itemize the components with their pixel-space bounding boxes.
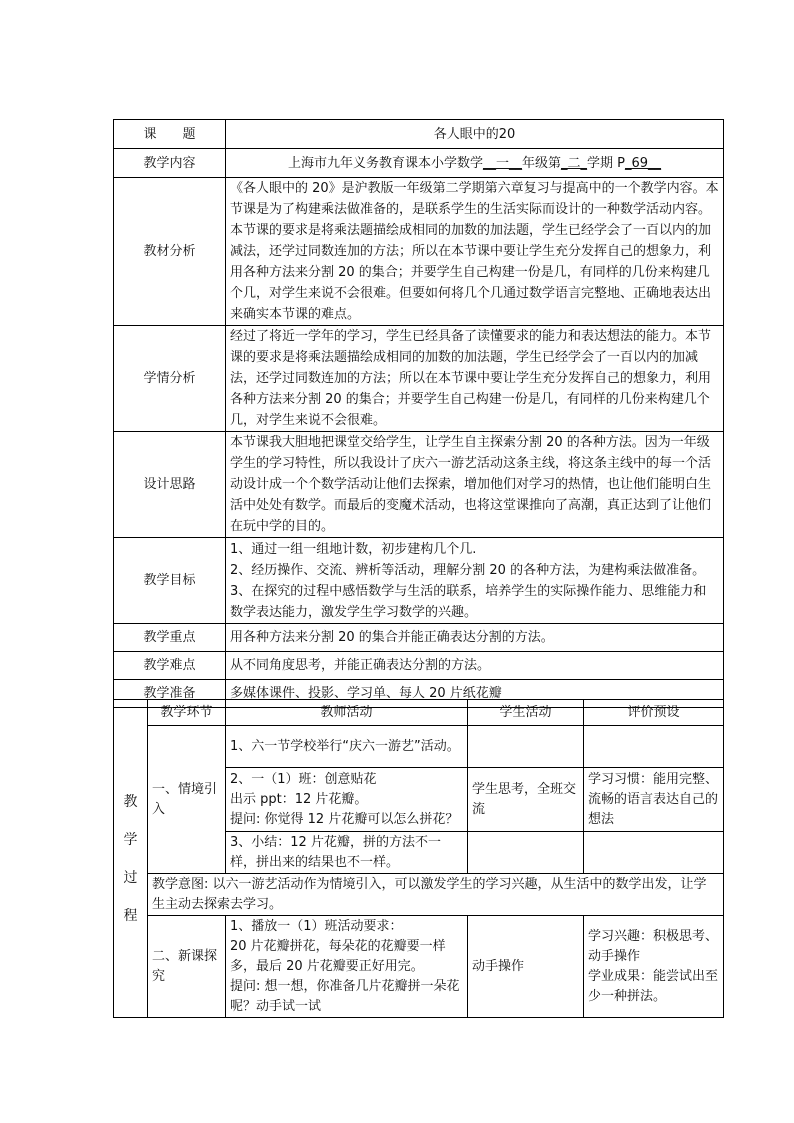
stage1-student-1 <box>468 726 584 768</box>
content-value <box>226 149 724 178</box>
goal-text <box>226 538 724 624</box>
goal-label: 教学目标 <box>114 538 226 624</box>
topic-label: 课 题 <box>114 120 226 149</box>
content-grade: __一__ <box>482 155 522 171</box>
stage1-eval-3 <box>584 832 724 874</box>
row-student <box>114 326 724 432</box>
goal-item-1: 1、通过一组一组地计数，初步建构几个几. <box>230 541 477 557</box>
stage1-teacher-1: 1、六一节学校举行“庆六一游艺”活动。 <box>226 726 468 768</box>
content-semester: _二_ <box>561 155 588 171</box>
teaching-process-table <box>113 699 724 1018</box>
topic-value: 各人眼中的20 <box>226 120 724 149</box>
row-difficulty <box>114 652 724 680</box>
content-page-prefix: 学期 P <box>587 155 625 171</box>
stage1-eval-1 <box>584 726 724 768</box>
difficulty-text: 从不同角度思考，并能正确表达分割的方法。 <box>226 652 724 680</box>
stage1-student-3 <box>468 832 584 874</box>
stage1-eval-2: 学习习惯：能用完整、流畅的语言表达自己的想法 <box>584 768 724 832</box>
row-key <box>114 624 724 652</box>
col-eval-header: 评价预设 <box>584 700 724 726</box>
goal-item-3: 3、在探究的过程中感悟数学与生活的联系，培养学生的实际操作能力、思维能力和数学表达能力，激发学生学习数学的兴趣。 <box>230 583 707 620</box>
content-mid: 年级第 <box>521 155 561 171</box>
difficulty-label: 教学难点 <box>114 652 226 680</box>
stage2-row1 <box>114 916 724 1018</box>
stage1-teacher-2: 2、一（1）班：创意贴花 出示 ppt：12 片花瓣。 提问: 你觉得 12 片花瓣可以怎么拼花？ <box>226 768 468 832</box>
student-text: 经过了将近一学年的学习，学生已经具备了读懂要求的能力和表达想法的能力。本节课的要求是将乘法题描绘成相同的加数的加法题，学生已经学会了一百以内的加减法，还学过同数连加的方法；所以在本节课中要让学生充分发挥自己的想象力，利用各种方法来分割 20 的集合；并要学生自己构建一份是几，有同样的几份来构建几个几，对学生来说不会很难。 <box>226 326 724 432</box>
goal-item-2: 2、经历操作、交流、辨析等活动，理解分割 20 的各种方法，为建构乘法做准备。 <box>230 562 706 578</box>
stage2-eval-1: 学习兴趣：积极思考、动手操作 学业成果：能尝试出至少一种拼法。 <box>584 916 724 1018</box>
process-side-label: 教 学 过 程 <box>114 700 148 1018</box>
row-topic <box>114 120 724 149</box>
process-header-row <box>114 700 724 726</box>
row-goal <box>114 538 724 624</box>
content-page: _69__ <box>625 155 662 171</box>
stage1-teacher-3: 3、小结：12 片花瓣，拼的方法不一样，拼出来的结果也不一样。 <box>226 832 468 874</box>
stage1-label: 一、情境引入 <box>148 726 226 874</box>
teaching-intent: 教学意图: 以六一游艺活动作为情境引入，可以激发学生的学习兴趣，从生活中的数学出发，让学生主动去探索去学习。 <box>148 874 724 916</box>
row-design <box>114 432 724 538</box>
material-text: 《各人眼中的 20》是沪教版一年级第二学期第六章复习与提高中的一个教学内容。本节课是为了构建乘法做准备的，是联系学生的生活实际而设计的一种数学活动内容。本节课的要求是将乘法题描绘成相同的加数的加法题，学生已经学会了一百以内的加减法，还学过同数连加的方法；所以在本节课中要让学生充分发挥自己的想象力，利用各种方法来分割 20 的集合；并要学生自己构建一份是几，有同样的几份来构建几个几，对学生来说不会很难。但要如何将几个几通过数学语言完整地、正确地表达出来确实本节课的难点。 <box>226 178 724 326</box>
material-label: 教材分析 <box>114 178 226 326</box>
col-student-header: 学生活动 <box>468 700 584 726</box>
student-label: 学情分析 <box>114 326 226 432</box>
stage2-teacher-1: 1、播放一（1）班活动要求： 20 片花瓣拼花，每朵花的花瓣要一样多，最后 20 片花瓣要正好用完。 提问: 想一想，你准备几片花瓣拼一朵花呢？动手试一试 <box>226 916 468 1018</box>
stage2-student-1: 动手操作 <box>468 916 584 1018</box>
col-stage-header: 教学环节 <box>148 700 226 726</box>
prep-label: 教学准备 <box>114 680 226 708</box>
design-text: 本节课我大胆地把课堂交给学生，让学生自主探索分割 20 的各种方法。因为一年级学生的学习特性，所以我设计了庆六一游艺活动这条主线，将这条主线中的每一个活动设计成一个个数学活动让他们去探索，增加他们对学习的热情，也让他们能明白生活中处处有数学。而最后的变魔术活动，也将这堂课推向了高潮，真正达到了让他们在玩中学的目的。 <box>226 432 724 538</box>
design-label: 设计思路 <box>114 432 226 538</box>
row-material <box>114 178 724 326</box>
stage2-label: 二、新课探究 <box>148 916 226 1018</box>
key-text: 用各种方法来分割 20 的集合并能正确表达分割的方法。 <box>226 624 724 652</box>
stage1-row1 <box>114 726 724 768</box>
key-label: 教学重点 <box>114 624 226 652</box>
intent-row <box>114 874 724 916</box>
content-prefix: 上海市九年义务教育课本小学数学 <box>287 155 483 171</box>
col-teacher-header: 教师活动 <box>226 700 468 726</box>
stage1-student-2: 学生思考，全班交流 <box>468 768 584 832</box>
content-label: 教学内容 <box>114 149 226 178</box>
row-content <box>114 149 724 178</box>
prep-text: 多媒体课件、投影、学习单、每人 20 片纸花瓣 <box>226 680 724 708</box>
lesson-info-table <box>113 119 724 708</box>
